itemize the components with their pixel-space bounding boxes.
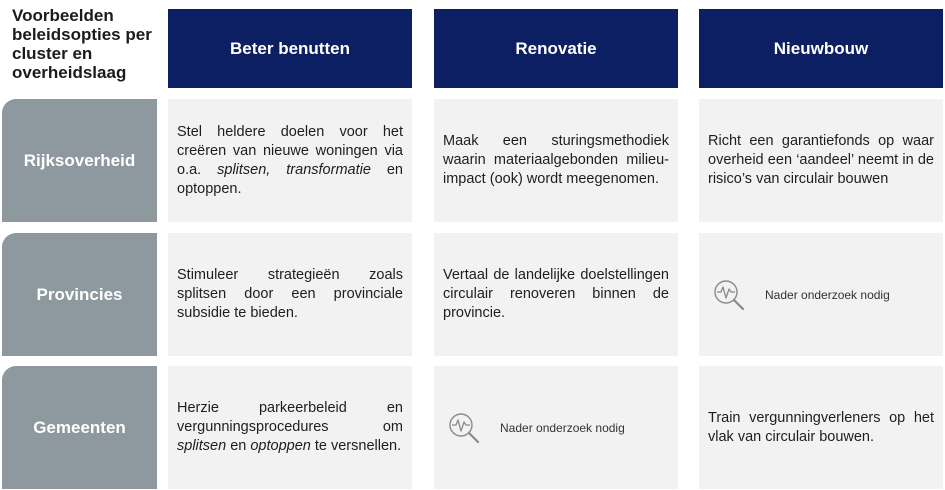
- cell-gemeenten-nieuwbouw: [699, 366, 943, 489]
- cell-text: Maak een sturingsmethodiek waarin materiaalgebonden milieu-impact (ook) wordt meegenomen.: [443, 133, 669, 187]
- row-header-provincies: Provincies: [2, 233, 157, 356]
- magnifier-pulse-icon: [711, 277, 747, 313]
- research-needed-label: Nader onderzoek nodig: [500, 420, 625, 435]
- cell-provincies-nieuwbouw: [699, 233, 943, 356]
- corner-title: Voorbeelden beleidsopties per cluster en overheidslaag: [12, 6, 152, 82]
- cell-text: Train vergunningverleners op het vlak van circulair bouwen.: [708, 409, 934, 445]
- cell-text: Richt een garantiefonds op waar overheid een ‘aandeel’ neemt in de risico’s van circulair bouwen: [708, 133, 934, 187]
- cell-text: Stimuleer strategieën zoals splitsen door een provinciale subsidie te bieden.: [177, 267, 403, 321]
- column-header-beter-benutten: Beter benutten: [168, 9, 412, 88]
- research-needed-label: Nader onderzoek nodig: [765, 287, 890, 302]
- row-header-gemeenten: Gemeenten: [2, 366, 157, 489]
- row-header-rijksoverheid: Rijksoverheid: [2, 99, 157, 222]
- column-header-nieuwbouw: Nieuwbouw: [699, 9, 943, 88]
- magnifier-pulse-icon: [446, 410, 482, 446]
- cell-text: Stel heldere doelen voor het creëren van nieuwe woningen via o.a. splitsen, transformatie en optoppen.: [177, 123, 403, 197]
- cell-rijksoverheid-nieuwbouw: [699, 99, 943, 222]
- cell-text: Vertaal de landelijke doelstellingen circulair renoveren binnen de provincie.: [443, 267, 669, 321]
- cell-rijksoverheid-beter-benutten: [168, 99, 412, 222]
- cell-provincies-beter-benutten: [168, 233, 412, 356]
- cell-gemeenten-beter-benutten: [168, 366, 412, 489]
- column-header-renovatie: Renovatie: [434, 9, 678, 88]
- cell-text: Herzie parkeerbeleid en vergunningsprocedures om splitsen en optoppen te versnellen.: [177, 400, 403, 454]
- cell-gemeenten-renovatie: [434, 366, 678, 489]
- cell-provincies-renovatie: [434, 233, 678, 356]
- cell-rijksoverheid-renovatie: [434, 99, 678, 222]
